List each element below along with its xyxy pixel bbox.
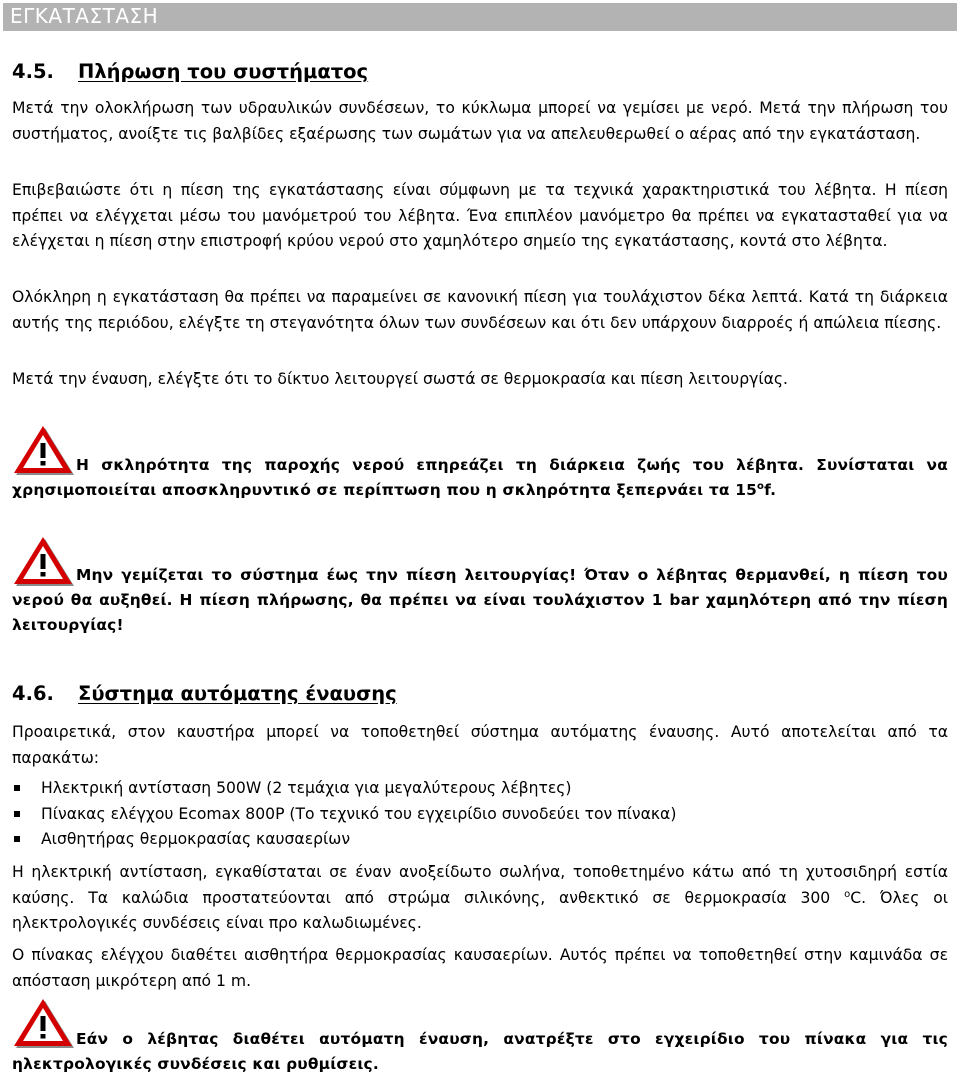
warning-auto-ignition-manual: Εάν ο λέβητας διαθέτει αυτόματη έναυση, ανατρέξτε στο εγχειρίδιο του πίνακα για τις ηλεκτρολογικές συνδέσεις και ρυθμίσεις.: [12, 1030, 948, 1073]
section-4-6-heading: [12, 682, 397, 705]
paragraph-after-ignition: Μετά την έναυση, ελέγξτε ότι το δίκτυο λειτουργεί σωστά σε θερμοκρασία και πίεση λειτουργίας.: [12, 370, 788, 388]
warning-hardness-text: Η σκληρότητα της παροχής νερού επηρεάζει τη διάρκεια ζωής του λέβητα. Συνίσταται να χρησιμοποιείται αποσκληρυντικό σε περίπτωση που η σκληρότητα ξεπερνάει τα 15: [12, 456, 948, 499]
section-title: Σύστημα αυτόματης έναυσης: [78, 682, 397, 705]
warning-filling-pressure: Μην γεμίζεται το σύστημα έως την πίεση λειτουργίας! Όταν ο λέβητας θερμανθεί, η πίεση του νερού θα αυξηθεί. Η πίεση πλήρωσης, θα πρέπει να είναι τουλάχιστον 1 bar χαμηλότερη από την πίεση λειτουργίας!: [12, 566, 948, 634]
paragraph-resistance: [12, 860, 948, 937]
component-list: [12, 776, 676, 853]
paragraph-pressure-check: Επιβεβαιώστε ότι η πίεση της εγκατάστασης είναι σύμφωνη με τα τεχνικά χαρακτηριστικά του λέβητα. Η πίεση πρέπει να ελέγχεται μέσω του μανόμετρού του λέβητα. Ένα επιπλέον μανόμετρο θα πρέπει να εγκατασταθεί για να ελέγχεται η πίεση στην επιστροφή κρύου νερού στο χαμηλότερο σημείο της εγκατάστασης, κοντά στο λέβητα.: [12, 181, 948, 251]
chapter-header-band: [3, 3, 957, 31]
list-item: Αισθητήρας θερμοκρασίας καυσαερίων: [12, 827, 676, 853]
resistance-text-tail: C. Όλες οι ηλεκτρολογικές συνδέσεις είναι προ καλωδιωμένες.: [12, 888, 949, 933]
paragraph-control-panel: Ο πίνακας ελέγχου διαθέτει αισθητήρα θερμοκρασίας καυσαερίων. Αυτός πρέπει να τοποθετηθεί στην καμινάδα σε απόσταση μικρότερη από 1 m.: [12, 946, 948, 990]
paragraph-auto-ignition-intro: Προαιρετικά, στον καυστήρα μπορεί να τοποθετηθεί σύστημα αυτόματης έναυσης. Αυτό αποτελείται από τα παρακάτω:: [12, 723, 948, 767]
degree-mark: o: [844, 888, 851, 900]
section-number: 4.5.: [12, 60, 54, 83]
chapter-title: ΕΓΚΑΤΑΣΤΑΣΗ: [10, 4, 159, 28]
paragraph-filling: Μετά την ολοκλήρωση των υδραυλικών συνδέσεων, το κύκλωμα μπορεί να γεμίσει με νερό. Μετά την πλήρωση του συστήματος, ανοίξτε τις βαλβίδες εξαέρωσης των σωμάτων για να απελευθερωθεί ο αέρας από την εγκατάσταση.: [12, 99, 948, 143]
resistance-text: Η ηλεκτρική αντίσταση, εγκαθίσταται σε έναν ανοξείδωτο σωλήνα, τοποθετημένο κάτω από τη χυτοσιδηρή εστία καύσης. Τα καλώδια προστατεύονται από στρώμα σιλικόνης, ανθεκτικό σε θερμοκρασία 300: [12, 863, 948, 907]
section-number: 4.6.: [12, 682, 54, 705]
list-item: Ηλεκτρική αντίσταση 500W (2 τεμάχια για μεγαλύτερους λέβητες): [12, 776, 676, 802]
section-4-5-heading: [12, 60, 368, 83]
warning-water-hardness: [12, 453, 948, 503]
list-item: Πίνακας ελέγχου Ecomax 800P (Το τεχνικό του εγχειρίδιο συνοδεύει τον πίνακα): [12, 802, 676, 828]
degree-mark: o: [757, 480, 765, 492]
warning-hardness-unit: f.: [764, 481, 777, 499]
paragraph-ten-minutes: Ολόκληρη η εγκατάσταση θα πρέπει να παραμείνει σε κανονική πίεση για τουλάχιστον δέκα λεπτά. Κατά τη διάρκεια αυτής της περιόδου, ελέγξτε τη στεγανότητα όλων των συνδέσεων και ότι δεν υπάρχουν διαρροές ή απώλεια πίεσης.: [12, 288, 948, 332]
section-title: Πλήρωση του συστήματος: [78, 60, 369, 83]
